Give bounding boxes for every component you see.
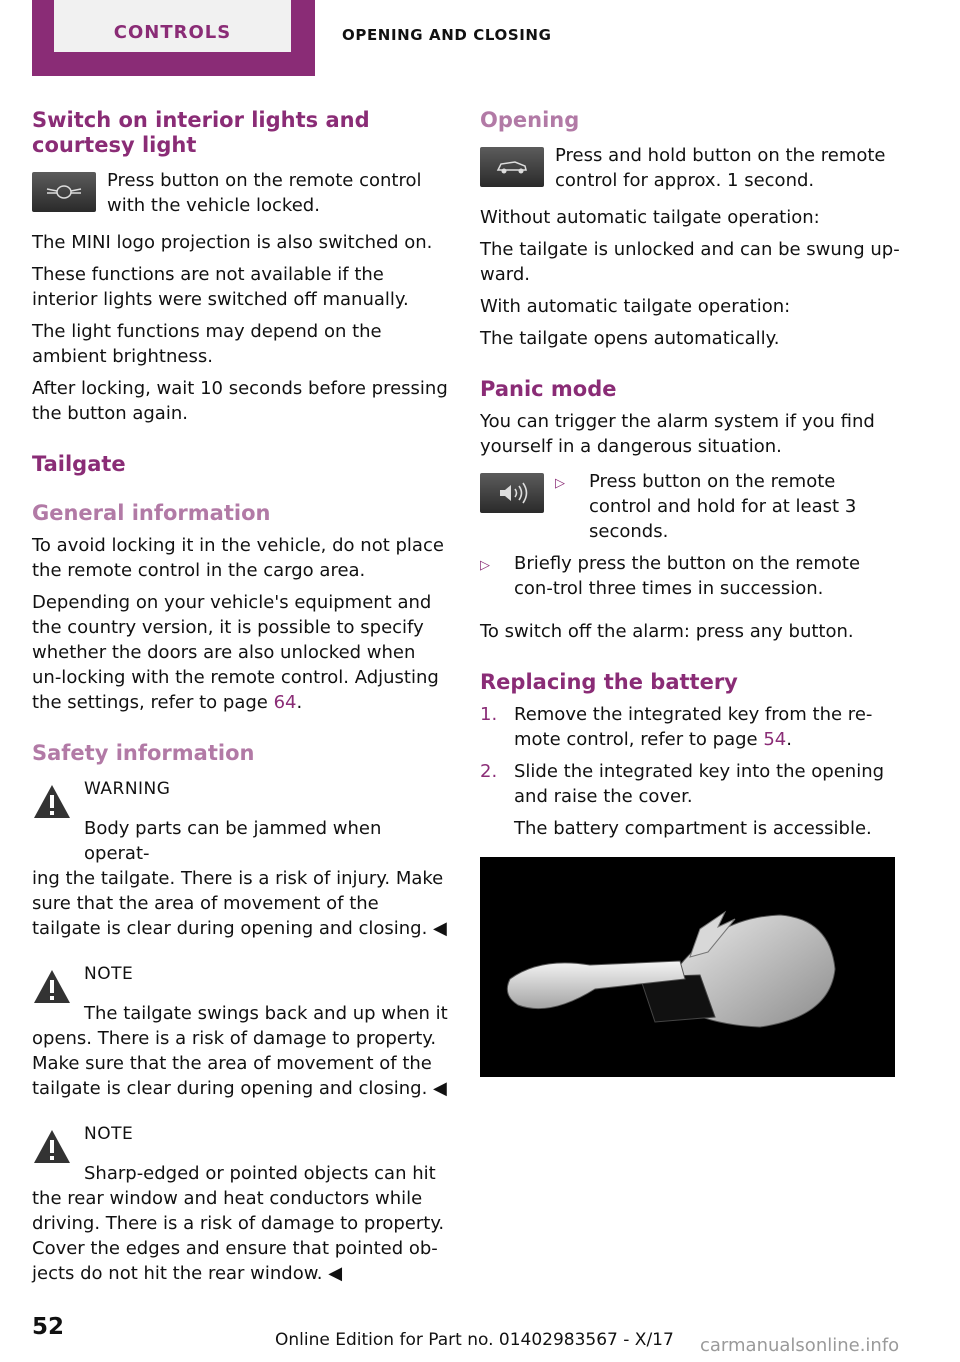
replacing-battery-heading: Replacing the battery [480, 670, 738, 694]
warning-triangle-icon [32, 782, 72, 822]
opening-icon-text: Press and hold button on the remote control for approx. 1 second. [555, 145, 886, 191]
note-title: NOTE [84, 1124, 134, 1144]
section-tab-label: OPENING AND CLOSING [342, 26, 552, 44]
paragraph: After locking, wait 10 seconds before pressing the button again. [32, 378, 448, 424]
paragraph: You can trigger the alarm system if you find yourself in a dangerous situation. [480, 411, 875, 457]
watermark: carmanualsonline.info [700, 1335, 900, 1356]
page-link-64[interactable]: 64 [273, 692, 297, 713]
edition-footer: Online Edition for Part no. 01402983567 - X/17 [275, 1330, 674, 1350]
paragraph: With automatic tailgate operation: [480, 296, 791, 317]
general-information-heading: General information [32, 501, 271, 525]
page-number: 52 [32, 1314, 65, 1340]
left-column [32, 108, 450, 1306]
warning-block [32, 776, 450, 941]
remote-key-battery-photo [480, 857, 895, 1077]
alarm-button-icon [480, 473, 544, 513]
paragraph: These functions are not available if the interior lights were switched off manually. [32, 264, 409, 310]
interior-lights-heading: Switch on interior lights and courtesy light [32, 108, 370, 157]
chapter-tab-inner [54, 0, 291, 52]
step-number: 1. [480, 704, 498, 725]
opening-heading: Opening [480, 108, 580, 132]
warning-first-line: Body parts can be jammed when operat‐ [84, 818, 382, 864]
note-title: NOTE [84, 964, 134, 984]
remote-key-illustration [480, 857, 895, 1077]
paragraph: The MINI logo projection is also switched on. [32, 232, 433, 253]
bullet-text: Press button on the remote control and hold for at least 3 seconds. [589, 471, 857, 542]
panic-mode-heading: Panic mode [480, 377, 617, 401]
warning-text: ing the tailgate. There is a risk of injury. Make sure that the area of movement of the tailgate is clear during opening and closing. ◀ [32, 868, 447, 939]
tailgate-button-icon [480, 147, 544, 187]
paragraph: To avoid locking it in the vehicle, do not place the remote control in the cargo area. [32, 535, 444, 581]
paragraph: Without automatic tailgate operation: [480, 207, 820, 228]
safety-information-heading: Safety information [32, 741, 255, 765]
warning-title: WARNING [84, 779, 171, 799]
tailgate-heading: Tailgate [32, 452, 126, 476]
panic-instruction [480, 469, 900, 544]
chapter-tab [32, 0, 315, 76]
note-text: opens. There is a risk of damage to property. Make sure that the area of movement of the tailgate is clear during opening and closing. ◀ [32, 1028, 447, 1099]
interior-lights-instruction [32, 168, 450, 218]
bullet-item [480, 551, 900, 601]
mini-logo-button-icon [32, 172, 96, 212]
numbered-step: 1. Remove the integrated key from the re‐mote control, refer to page 54. [480, 704, 873, 750]
numbered-step: 2. Slide the integrated key into the opening and raise the cover. [480, 761, 885, 807]
step-note: The battery compartment is accessible. [514, 818, 872, 839]
note-first-line: The tailgate swings back and up when it [84, 1003, 448, 1024]
bullet-marker: ▷ [555, 476, 565, 491]
warning-triangle-icon [32, 967, 72, 1007]
opening-instruction [480, 143, 900, 193]
bullet-text: Briefly press the button on the remote con‐trol three times in succession. [514, 553, 861, 599]
paragraph: The tailgate is unlocked and can be swung up‐ward. [480, 239, 900, 285]
right-column [480, 108, 900, 1077]
note-block [32, 1121, 450, 1286]
paragraph: The light functions may depend on the ambient brightness. [32, 321, 382, 367]
warning-triangle-icon [32, 1127, 72, 1167]
paragraph-with-link: Depending on your vehicle's equipment and the country version, it is possible to specify whether the doors are also unlocked when un‐locking with the remote control. Adjusting the settings, refer to page 64. [32, 592, 439, 713]
step-number: 2. [480, 761, 498, 782]
bullet-marker: ▷ [480, 558, 490, 573]
note-text: the rear window and heat conductors while driving. There is a risk of damage to property. Cover the edges and ensure that pointed ob‐jects do not hit the rear window. ◀ [32, 1188, 445, 1284]
paragraph: The tailgate opens automatically. [480, 328, 780, 349]
note-block [32, 961, 450, 1101]
page-link-54[interactable]: 54 [763, 729, 787, 750]
chapter-tab-label: CONTROLS [113, 22, 232, 43]
paragraph: To switch off the alarm: press any button. [480, 621, 854, 642]
note-first-line: Sharp-edged or pointed objects can hit [84, 1163, 436, 1184]
interior-lights-icon-text: Press button on the remote control with the vehicle locked. [107, 170, 422, 216]
